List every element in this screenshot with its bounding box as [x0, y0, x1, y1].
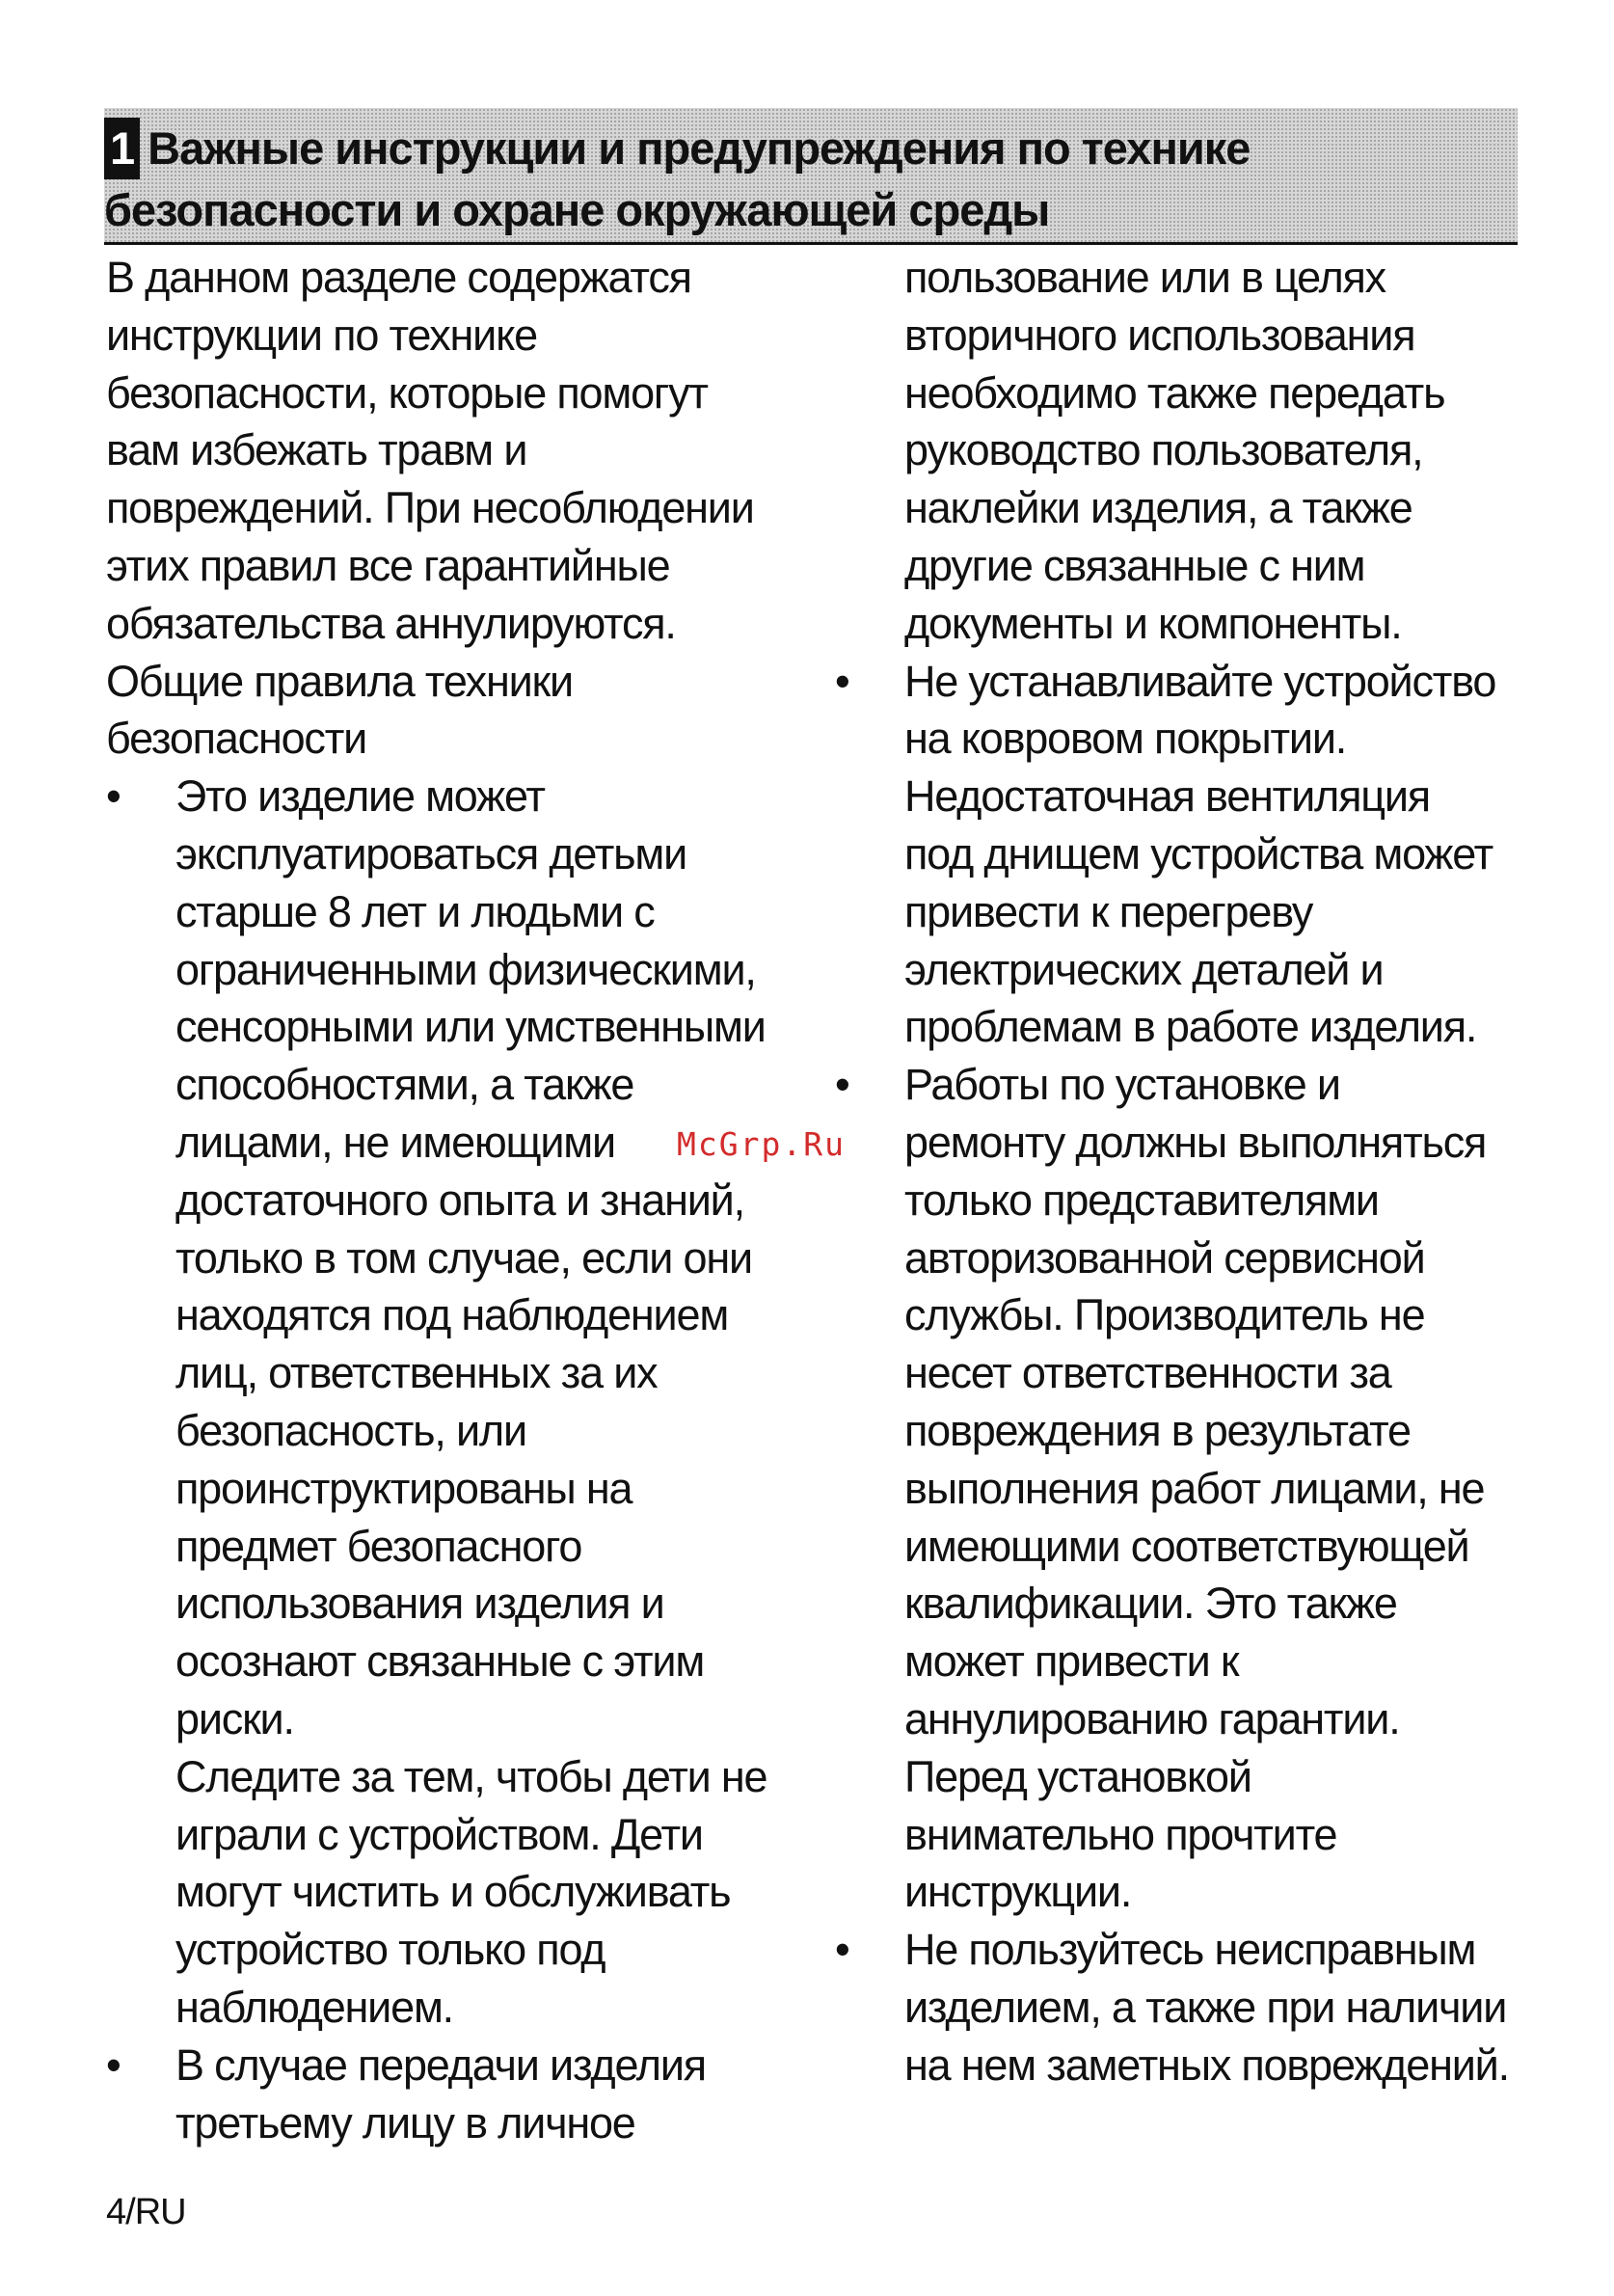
text-line: Не пользуйтесь неисправным	[904, 1925, 1476, 1975]
text-line: на нем заметных повреждений.	[904, 2039, 1509, 2090]
text-line: лицами, не имеющими	[175, 1117, 615, 1167]
text-line: Перед установкой	[904, 1751, 1251, 1801]
text-line: сенсорными или умственными	[175, 1002, 766, 1052]
text-line: вторичного использования	[904, 310, 1415, 360]
page-number: 4/RU	[106, 2192, 186, 2232]
text-line: выполнения работ лицами, не	[904, 1463, 1485, 1513]
text-line: привести к перегреву	[904, 886, 1313, 936]
text-line: старше 8 лет и людьми с	[175, 886, 655, 936]
text-line: эксплуатироваться детьми	[175, 828, 687, 878]
bullet-icon: •	[835, 1060, 849, 1110]
watermark: McGrp.Ru	[677, 1125, 846, 1163]
text-line: имеющими соответствующей	[904, 1521, 1469, 1571]
text-line: несет ответственности за	[904, 1348, 1391, 1398]
text-line: могут чистить и обслуживать	[175, 1867, 731, 1917]
section-title-line-1: 1 Важные инструкции и предупреждения по технике	[104, 118, 1493, 179]
text-line: использования изделия и	[175, 1579, 664, 1629]
text-line: осознают связанные с этим	[175, 1636, 705, 1687]
text-line: находятся под наблюдением	[175, 1290, 729, 1340]
text-line: только в том случае, если они	[175, 1232, 752, 1283]
section-header	[104, 108, 1518, 245]
subheading	[106, 653, 800, 769]
bullet-icon: •	[835, 656, 849, 706]
text-line: пользование или в целях	[904, 253, 1385, 302]
text-line: предмет безопасного	[175, 1521, 582, 1571]
text-line: обязательства аннулируются.	[106, 598, 676, 648]
bullet-icon: •	[106, 771, 121, 822]
text-line: вам избежать травм и	[106, 425, 527, 475]
bullet-item-children-safety	[106, 768, 800, 2037]
text-line: безопасности, которые помогут	[106, 367, 708, 418]
bullet-icon: •	[106, 2039, 121, 2090]
text-line: авторизованной сервисной	[904, 1232, 1425, 1283]
text-line: Следите за тем, чтобы дети не	[175, 1751, 767, 1801]
text-line: достаточного опыта и знаний,	[175, 1175, 744, 1225]
text-line: проблемам в работе изделия.	[904, 1002, 1477, 1052]
left-column	[106, 249, 800, 2151]
text-line: повреждения в результате	[904, 1405, 1411, 1455]
text-line: только представителями	[904, 1175, 1379, 1225]
text-line: инструкции.	[904, 1867, 1132, 1917]
text-line: способностями, а также	[175, 1060, 634, 1110]
text-line: Недостаточная вентиляция	[904, 771, 1430, 822]
text-line: играли с устройством. Дети	[175, 1809, 703, 1859]
text-line: руководство пользователя,	[904, 425, 1423, 475]
bullet-item-transfer	[106, 2037, 800, 2152]
text-line: устройство только под	[175, 1925, 605, 1975]
bullet-icon: •	[835, 1925, 849, 1975]
text-line: В данном разделе содержатся	[106, 253, 691, 302]
bullet-item-carpet	[835, 653, 1548, 1057]
text-line: лиц, ответственных за их	[175, 1348, 658, 1398]
text-line: другие связанные с ним	[904, 540, 1365, 590]
text-line: повреждений. При несоблюдении	[106, 483, 754, 533]
right-column	[835, 249, 1548, 2094]
section-title-line-2: безопасности и охране окружающей среды	[104, 184, 1050, 235]
text-line: третьему лицу в личное	[175, 2097, 635, 2147]
text-line: В случае передачи изделия	[175, 2039, 706, 2090]
text-line: под днищем устройства может	[904, 828, 1493, 878]
text-line: наблюдением.	[175, 1982, 453, 2032]
text-line: может привести к	[904, 1636, 1239, 1687]
text-line: проинструктированы на	[175, 1463, 632, 1513]
intro-paragraph	[106, 249, 800, 653]
text-line: службы. Производитель не	[904, 1290, 1425, 1340]
text-line: ремонту должны выполняться	[904, 1117, 1487, 1167]
text-line: Это изделие может	[175, 771, 545, 822]
text-line: электрических деталей и	[904, 944, 1384, 994]
text-line: Не устанавливайте устройство	[904, 656, 1496, 706]
text-line: безопасности	[106, 714, 367, 764]
text-line: Работы по установке и	[904, 1060, 1340, 1110]
bullet-item-damaged-device	[835, 1921, 1548, 2093]
section-number-badge: 1	[104, 118, 140, 179]
text-line: аннулированию гарантии.	[904, 1693, 1400, 1743]
bullet-item-transfer-continued	[835, 249, 1548, 653]
text-line: Общие правила техники	[106, 656, 573, 706]
text-line: внимательно прочтите	[904, 1809, 1337, 1859]
text-line: ограниченными физическими,	[175, 944, 756, 994]
text-line: документы и компоненты.	[904, 598, 1402, 648]
text-line: на ковровом покрытии.	[904, 714, 1347, 764]
text-line: безопасность, или	[175, 1405, 526, 1455]
bullet-item-installation	[835, 1056, 1548, 1921]
text-line: наклейки изделия, а также	[904, 483, 1412, 533]
text-line: квалификации. Это также	[904, 1579, 1397, 1629]
text-line: этих правил все гарантийные	[106, 540, 670, 590]
text-line: изделием, а также при наличии	[904, 1982, 1507, 2032]
section-title	[104, 118, 1493, 241]
text-line: инструкции по технике	[106, 310, 537, 360]
text-line: риски.	[175, 1693, 294, 1743]
text-line: необходимо также передать	[904, 367, 1445, 418]
